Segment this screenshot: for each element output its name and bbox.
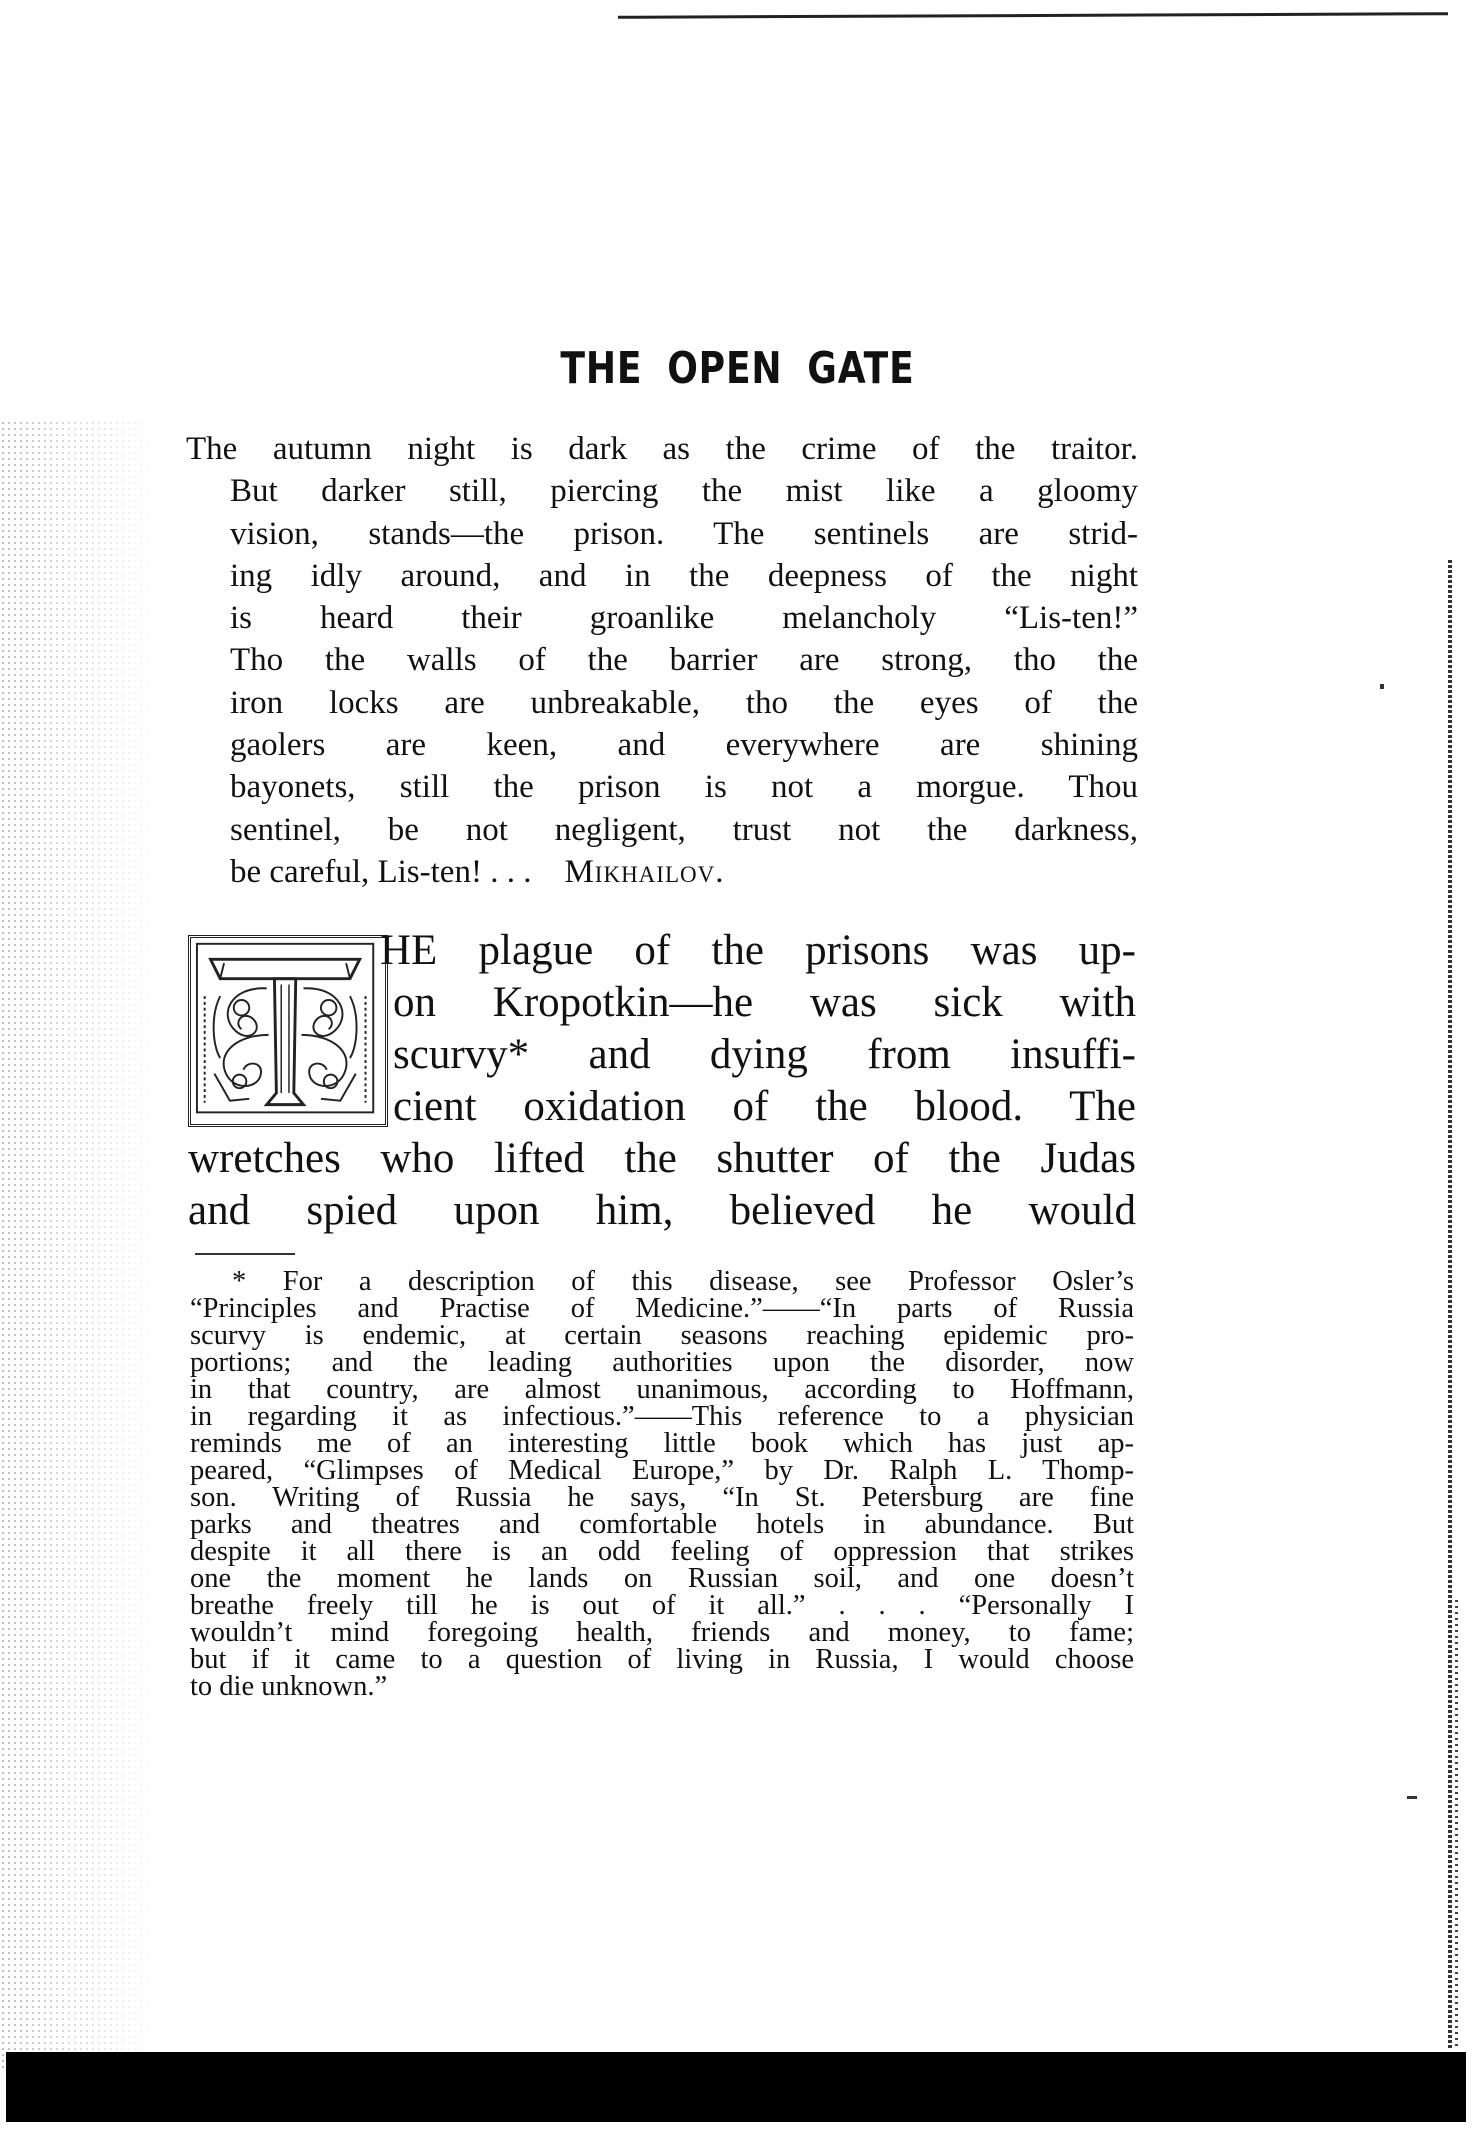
footnote-line: peared, “Glimpses of Medical Europe,” by Dr. Ralph L. Thomp- (190, 1455, 1134, 1486)
epigraph-line: is heard their groanlike melancholy “Lis-ten!” (230, 600, 1138, 637)
scan-edge-stipple (0, 420, 160, 2070)
footnote-line: wouldn’t mind foregoing health, friends and money, to fame; (190, 1617, 1134, 1648)
body-line: and spied upon him, believed he would (188, 1187, 1136, 1234)
footnote-line: parks and theatres and comfortable hotels in abundance. But (190, 1509, 1134, 1540)
epigraph-line: be careful, Lis-ten! . . . (230, 853, 532, 890)
epigraph-line: bayonets, still the prison is not a morgue. Thou (230, 769, 1138, 806)
footnote-line: * For a description of this disease, see Professor Osler’s (232, 1266, 1134, 1297)
footnote-line: scurvy is endemic, at certain seasons reaching epidemic pro- (190, 1320, 1134, 1351)
scan-right-edge (1448, 560, 1452, 2050)
footnote-line: to die unknown.” (190, 1671, 388, 1702)
footnote-line: breathe freely till he is out of it all.” . . . “Personally I (190, 1590, 1134, 1621)
footnote-line: son. Writing of Russia he says, “In St. Petersburg are fine (190, 1482, 1134, 1513)
body-line: HE plague of the prisons was up- (380, 927, 1136, 974)
body-line: wretches who lifted the shutter of the Judas (188, 1135, 1136, 1182)
epigraph-last-line (230, 851, 1138, 893)
footnote-line: despite it all there is an odd feeling of oppression that strikes (190, 1536, 1134, 1567)
epigraph-line: iron locks are unbreakable, tho the eyes of the (230, 684, 1138, 721)
epigraph-attribution: Mikhailov. (564, 853, 725, 890)
epigraph-line: Tho the walls of the barrier are strong, tho the (230, 642, 1138, 679)
scan-right-edge-inner (1455, 1600, 1458, 2050)
footnote (190, 1268, 1134, 1700)
page-title: THE OPEN GATE (560, 343, 915, 394)
body-line: scurvy* and dying from insuffi- (393, 1031, 1136, 1078)
epigraph-line: The autumn night is dark as the crime of the traitor. (186, 431, 1138, 467)
footnote-line: “Principles and Practise of Medicine.”——“In parts of Russia (190, 1293, 1134, 1324)
body-line: on Kropotkin—he was sick with (393, 979, 1136, 1026)
epigraph (186, 428, 1138, 893)
footnote-line: but if it came to a question of living in Russia, I would choose (190, 1644, 1134, 1675)
epigraph-line: ing idly around, and in the deepness of the night (230, 557, 1138, 594)
footnote-rule (195, 1253, 295, 1255)
scan-bottom-band (6, 2052, 1466, 2122)
scan-top-rule (618, 12, 1448, 19)
epigraph-line: But darker still, piercing the mist like a gloomy (230, 473, 1138, 510)
epigraph-line: vision, stands—the prison. The sentinels are strid- (230, 515, 1138, 552)
epigraph-line: gaolers are keen, and everywhere are shining (230, 727, 1138, 764)
footnote-line: reminds me of an interesting little book which has just ap- (190, 1428, 1134, 1459)
scan-speck (1407, 1796, 1417, 1799)
epigraph-line: sentinel, be not negligent, trust not the darkness, (230, 811, 1138, 848)
footnote-line: in regarding it as infectious.”——This reference to a physician (190, 1401, 1134, 1432)
scan-speck (1380, 684, 1384, 689)
body-paragraph (188, 925, 1136, 1237)
footnote-line: portions; and the leading authorities upon the disorder, now (190, 1347, 1134, 1378)
body-line: cient oxidation of the blood. The (393, 1083, 1136, 1130)
footnote-line: one the moment he lands on Russian soil, and one doesn’t (190, 1563, 1134, 1594)
footnote-line: in that country, are almost unanimous, according to Hoffmann, (190, 1374, 1134, 1405)
